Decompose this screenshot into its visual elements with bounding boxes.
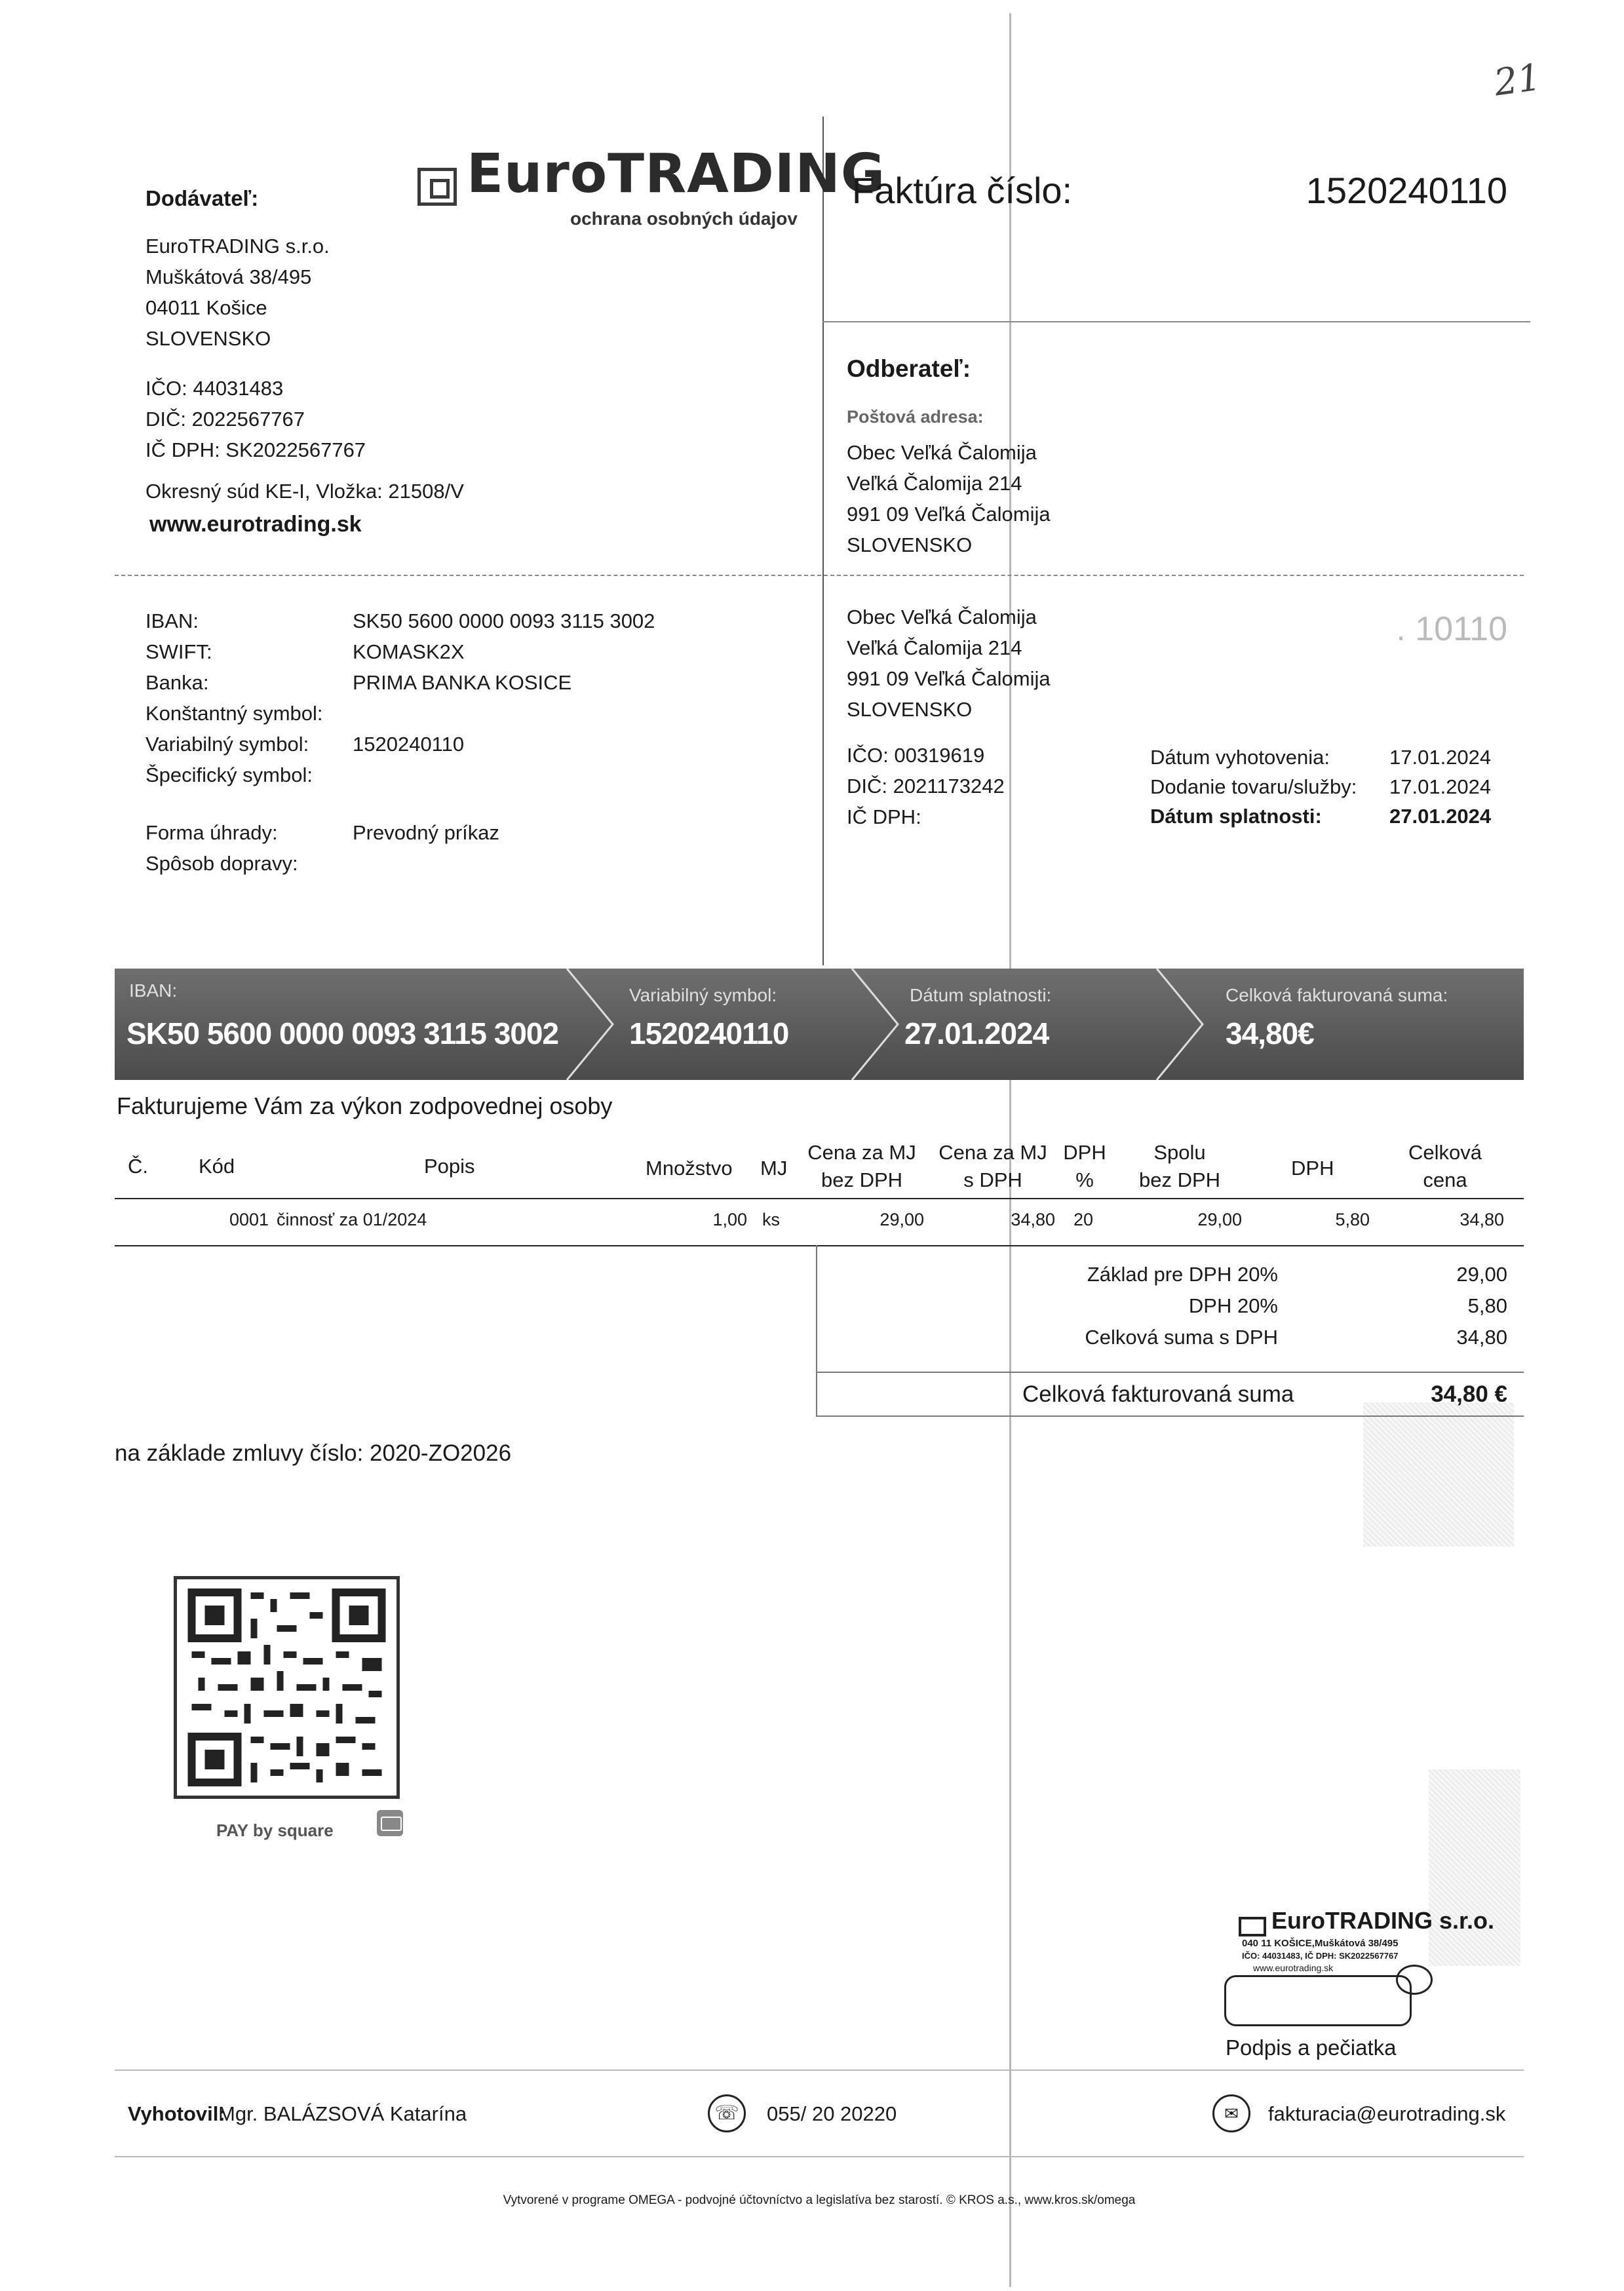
- row-price-gross: 34,80: [1011, 1210, 1055, 1229]
- vat-amount: 5,80: [1467, 1294, 1507, 1317]
- table-bottom-line: [115, 1245, 1524, 1246]
- signature-loop: [1396, 1965, 1433, 1995]
- due-date-label: Dátum splatnosti:: [1150, 805, 1322, 828]
- row-code: 0001: [229, 1210, 269, 1229]
- row-description: činnosť za 01/2024: [277, 1210, 427, 1229]
- header-divider: [822, 117, 824, 965]
- table-header-line: [115, 1198, 1524, 1199]
- col-vat: DPH: [1291, 1157, 1334, 1180]
- row-total: 34,80: [1460, 1210, 1504, 1229]
- vat-base-label: Základ pre DPH 20%: [1087, 1263, 1278, 1286]
- supplier-name: EuroTRADING s.r.o.: [145, 235, 330, 258]
- stamp-line: 040 11 KOŠICE,Muškátová 38/495: [1242, 1938, 1399, 1949]
- postal-line: SLOVENSKO: [847, 533, 973, 556]
- banner-due-label: Dátum splatnosti:: [910, 985, 1052, 1005]
- row-price-net: 29,00: [880, 1210, 924, 1229]
- customer-ic-dph: IČ DPH:: [847, 805, 921, 828]
- row-vat-rate: 20: [1073, 1210, 1094, 1229]
- payment-form-value: Prevodný príkaz: [353, 821, 499, 844]
- col-subtotal: Spolu bez DPH: [1138, 1141, 1221, 1191]
- qr-pattern: [177, 1579, 396, 1796]
- banner-vs: 1520240110: [629, 1016, 789, 1050]
- divider: [816, 1372, 1524, 1373]
- divider: [115, 575, 1524, 576]
- col-unit: MJ: [760, 1157, 788, 1180]
- software-credits: Vytvorené v programe OMEGA - podvojné účtovníctvo a legislatíva bez starostí. © KROS a.s., www.kros.sk/omega: [503, 2193, 1136, 2207]
- bank-value: PRIMA BANKA KOSICE: [353, 671, 572, 694]
- issued-date: 17.01.2024: [1389, 746, 1492, 769]
- iban-value: SK50 5600 0000 0093 3115 3002: [353, 609, 655, 632]
- row-subtotal: 29,00: [1197, 1210, 1242, 1229]
- issued-by-label: Vyhotovil:: [128, 2102, 225, 2125]
- supplier-ic-dph: IČ DPH: SK2022567767: [145, 438, 366, 461]
- supplier-street: Muškátová 38/495: [145, 265, 312, 288]
- col-number: Č.: [128, 1155, 148, 1178]
- invoice-label: Faktúra číslo:: [852, 170, 1073, 211]
- divider: [115, 2070, 1524, 2071]
- stamp-logo-icon: [1239, 1917, 1266, 1936]
- qr-code[interactable]: [174, 1576, 400, 1799]
- scan-noise: [1363, 1402, 1514, 1547]
- company-logo-text: EuroTRADING: [467, 143, 886, 205]
- banner-total: 34,80€: [1226, 1016, 1314, 1050]
- variable-symbol-value: 1520240110: [353, 733, 465, 756]
- col-quantity: Množstvo: [646, 1157, 733, 1180]
- summary-divider: [816, 1245, 817, 1417]
- banner-total-label: Celková fakturovaná suma:: [1226, 985, 1448, 1005]
- col-description: Popis: [424, 1155, 475, 1178]
- stamp-logo-text: EuroTRADING s.r.o.: [1271, 1907, 1495, 1934]
- vat-label: DPH 20%: [1188, 1294, 1278, 1317]
- logo-icon: [417, 168, 457, 206]
- banner-iban: SK50 5600 0000 0093 3115 3002: [126, 1016, 559, 1050]
- col-total: Celková cena: [1408, 1141, 1482, 1191]
- stamp-line: IČO: 44031483, IČ DPH: SK2022567767: [1242, 1951, 1399, 1961]
- delivery-date: 17.01.2024: [1389, 775, 1492, 798]
- divider: [822, 321, 1530, 322]
- invoice-number: 1520240110: [1305, 170, 1507, 211]
- banner-vs-label: Variabilný symbol:: [629, 985, 777, 1005]
- vat-base: 29,00: [1456, 1263, 1507, 1286]
- postal-line: 991 09 Veľká Čalomija: [847, 503, 1051, 526]
- supplier-city: 04011 Košice: [145, 296, 267, 319]
- swift-value: KOMASK2X: [353, 640, 465, 663]
- col-price-net: Cena za MJ bez DPH: [807, 1141, 916, 1191]
- billing-line: SLOVENSKO: [847, 698, 973, 721]
- supplier-register: Okresný súd KE-I, Vložka: 21508/V: [145, 480, 464, 503]
- due-date: 27.01.2024: [1389, 805, 1492, 828]
- issued-by-name: Mgr. BALÁZSOVÁ Katarína: [218, 2102, 467, 2125]
- payment-card-icon: [377, 1810, 403, 1836]
- signature-oval: [1224, 1975, 1412, 2026]
- supplier-website[interactable]: www.eurotrading.sk: [149, 512, 362, 537]
- delivery-date-label: Dodanie tovaru/služby:: [1150, 775, 1357, 798]
- invoice-intro: Fakturujeme Vám za výkon zodpovednej osoby: [117, 1092, 613, 1119]
- row-unit: ks: [762, 1210, 780, 1229]
- stamp-line: www.eurotrading.sk: [1253, 1963, 1334, 1973]
- issued-date-label: Dátum vyhotovenia:: [1150, 746, 1330, 769]
- contract-reference: na základe zmluvy číslo: 2020-ZO2026: [115, 1440, 512, 1466]
- payment-label: Špecifický symbol:: [145, 763, 313, 786]
- row-vat: 5,80: [1335, 1210, 1370, 1229]
- payment-label: Banka:: [145, 671, 209, 694]
- phone-icon: ☏: [708, 2094, 746, 2132]
- handwritten-mark: 21: [1491, 56, 1544, 105]
- divider: [816, 1415, 1524, 1417]
- total-with-vat-label: Celková suma s DPH: [1085, 1326, 1278, 1349]
- payment-summary-banner: [115, 969, 1524, 1080]
- divider: [115, 2156, 1524, 2157]
- postal-line: Veľká Čalomija 214: [847, 472, 1022, 495]
- supplier-ico: IČO: 44031483: [145, 377, 284, 400]
- billing-line: 991 09 Veľká Čalomija: [847, 667, 1051, 690]
- billing-line: Veľká Čalomija 214: [847, 636, 1022, 659]
- payment-label: Variabilný symbol:: [145, 733, 309, 756]
- payment-label: Konštantný symbol:: [145, 702, 323, 725]
- col-code: Kód: [199, 1155, 235, 1178]
- payment-label: SWIFT:: [145, 640, 212, 663]
- payment-label: IBAN:: [145, 609, 199, 632]
- signature-label: Podpis a pečiatka: [1226, 2035, 1397, 2060]
- qr-caption: PAY by square: [216, 1820, 334, 1840]
- email-icon: ✉: [1212, 2094, 1250, 2132]
- col-vat-rate: DPH %: [1063, 1141, 1106, 1191]
- banner-due: 27.01.2024: [904, 1016, 1049, 1050]
- customer-heading: Odberateľ:: [847, 355, 971, 382]
- email-address[interactable]: fakturacia@eurotrading.sk: [1268, 2102, 1506, 2125]
- customer-dic: DIČ: 2021173242: [847, 775, 1005, 798]
- supplier-heading: Dodávateľ:: [145, 186, 259, 210]
- row-quantity: 1,00: [712, 1210, 747, 1229]
- total-with-vat: 34,80: [1456, 1326, 1507, 1349]
- faded-invoice-number: . 10110: [1396, 610, 1507, 648]
- supplier-country: SLOVENSKO: [145, 327, 271, 350]
- scan-noise: [1429, 1769, 1520, 1966]
- phone-number[interactable]: 055/ 20 20220: [767, 2102, 897, 2125]
- payment-form-label: Forma úhrady:: [145, 821, 278, 844]
- col-price-gross: Cena za MJ s DPH: [938, 1141, 1047, 1191]
- customer-ico: IČO: 00319619: [847, 744, 985, 767]
- billing-line: Obec Veľká Čalomija: [847, 606, 1037, 628]
- postal-line: Obec Veľká Čalomija: [847, 441, 1037, 464]
- postal-address-label: Poštová adresa:: [847, 407, 984, 427]
- supplier-dic: DIČ: 2022567767: [145, 408, 305, 431]
- transport-label: Spôsob dopravy:: [145, 852, 298, 875]
- banner-iban-label: IBAN:: [129, 980, 178, 1001]
- logo-subtitle: ochrana osobných údajov: [570, 208, 798, 229]
- grand-total: 34,80 €: [1431, 1381, 1507, 1407]
- grand-total-label: Celková fakturovaná suma: [1022, 1381, 1294, 1407]
